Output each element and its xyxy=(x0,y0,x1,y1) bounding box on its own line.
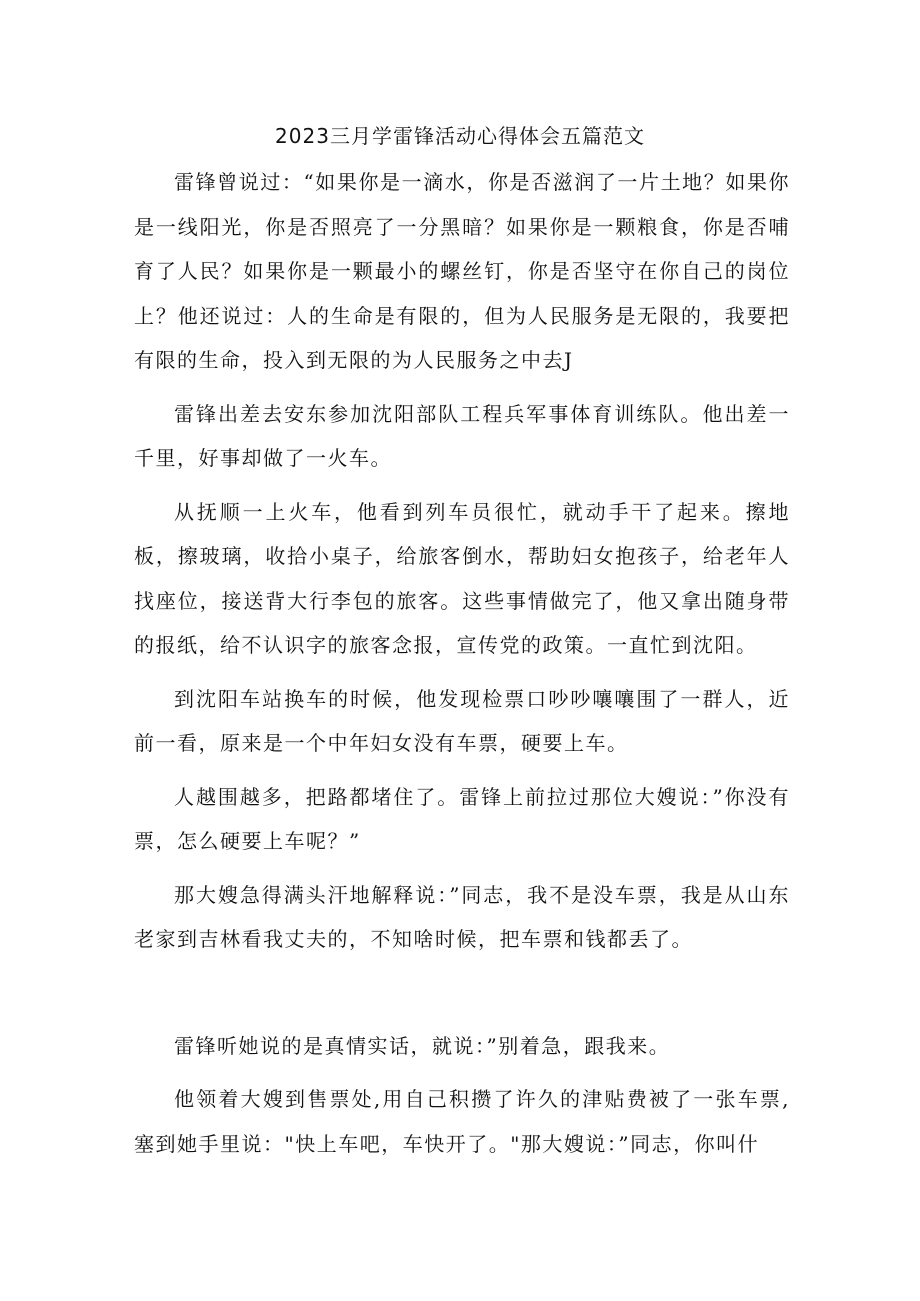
paragraph-4: 到沈阳车站换车的时候，他发现检票口吵吵嚷嚷围了一群人，近前一看，原来是一个中年妇女没有车票，硬要上车。 xyxy=(134,686,790,755)
paragraph-3: 从抚顺一上火车，他看到列车员很忙，就动手干了起来。擦地板，擦玻璃，收拾小桌子，给旅客倒水，帮助妇女抱孩子，给老年人找座位，接送背大行李包的旅客。这些事情做完了，他又拿出随身带的报纸，给不认识字的旅客念报，宣传党的政策。一直忙到沈阳。 xyxy=(134,499,790,657)
paragraph-8: 他领着大嫂到售票处,用自己积攒了许久的津贴费被了一张车票,塞到她手里说："快上车吧，车快开了。"那大嫂说：”同志，你叫什 xyxy=(134,1087,790,1156)
document-body xyxy=(134,160,790,1175)
paragraph-7: 雷锋听她说的是真情实话，就说：”别着急，跟我来。 xyxy=(174,1033,671,1058)
document-title: 2023三月学雷锋活动心得体会五篇范文 xyxy=(275,124,645,148)
paragraph-5: 人越围越多，把路都堵住了。雷锋上前拉过那位大嫂说：”你没有票，怎么硬要上车呢？” xyxy=(134,784,790,853)
paragraph-6: 那大嫂急得满头汗地解释说：”同志，我不是没车票，我是从山东老家到吉林看我丈夫的，不知啥时候，把车票和钱都丢了。 xyxy=(134,882,790,951)
paragraph-1: 雷锋曾说过：“如果你是一滴水，你是否滋润了一片土地？如果你是一线阳光，你是否照亮了一分黑暗？如果你是一颗粮食，你是否哺育了人民？如果你是一颗最小的螺丝钉，你是否坚守在你自己的岗位上？他还说过：人的生命是有限的，但为人民服务是无限的，我要把有限的生命，投入到无限的为人民服务之中去J xyxy=(134,170,790,372)
paragraph-2: 雷锋出差去安东参加沈阳部队工程兵军事体育训练队。他出差一千里，好事却做了一火车。 xyxy=(134,401,790,470)
